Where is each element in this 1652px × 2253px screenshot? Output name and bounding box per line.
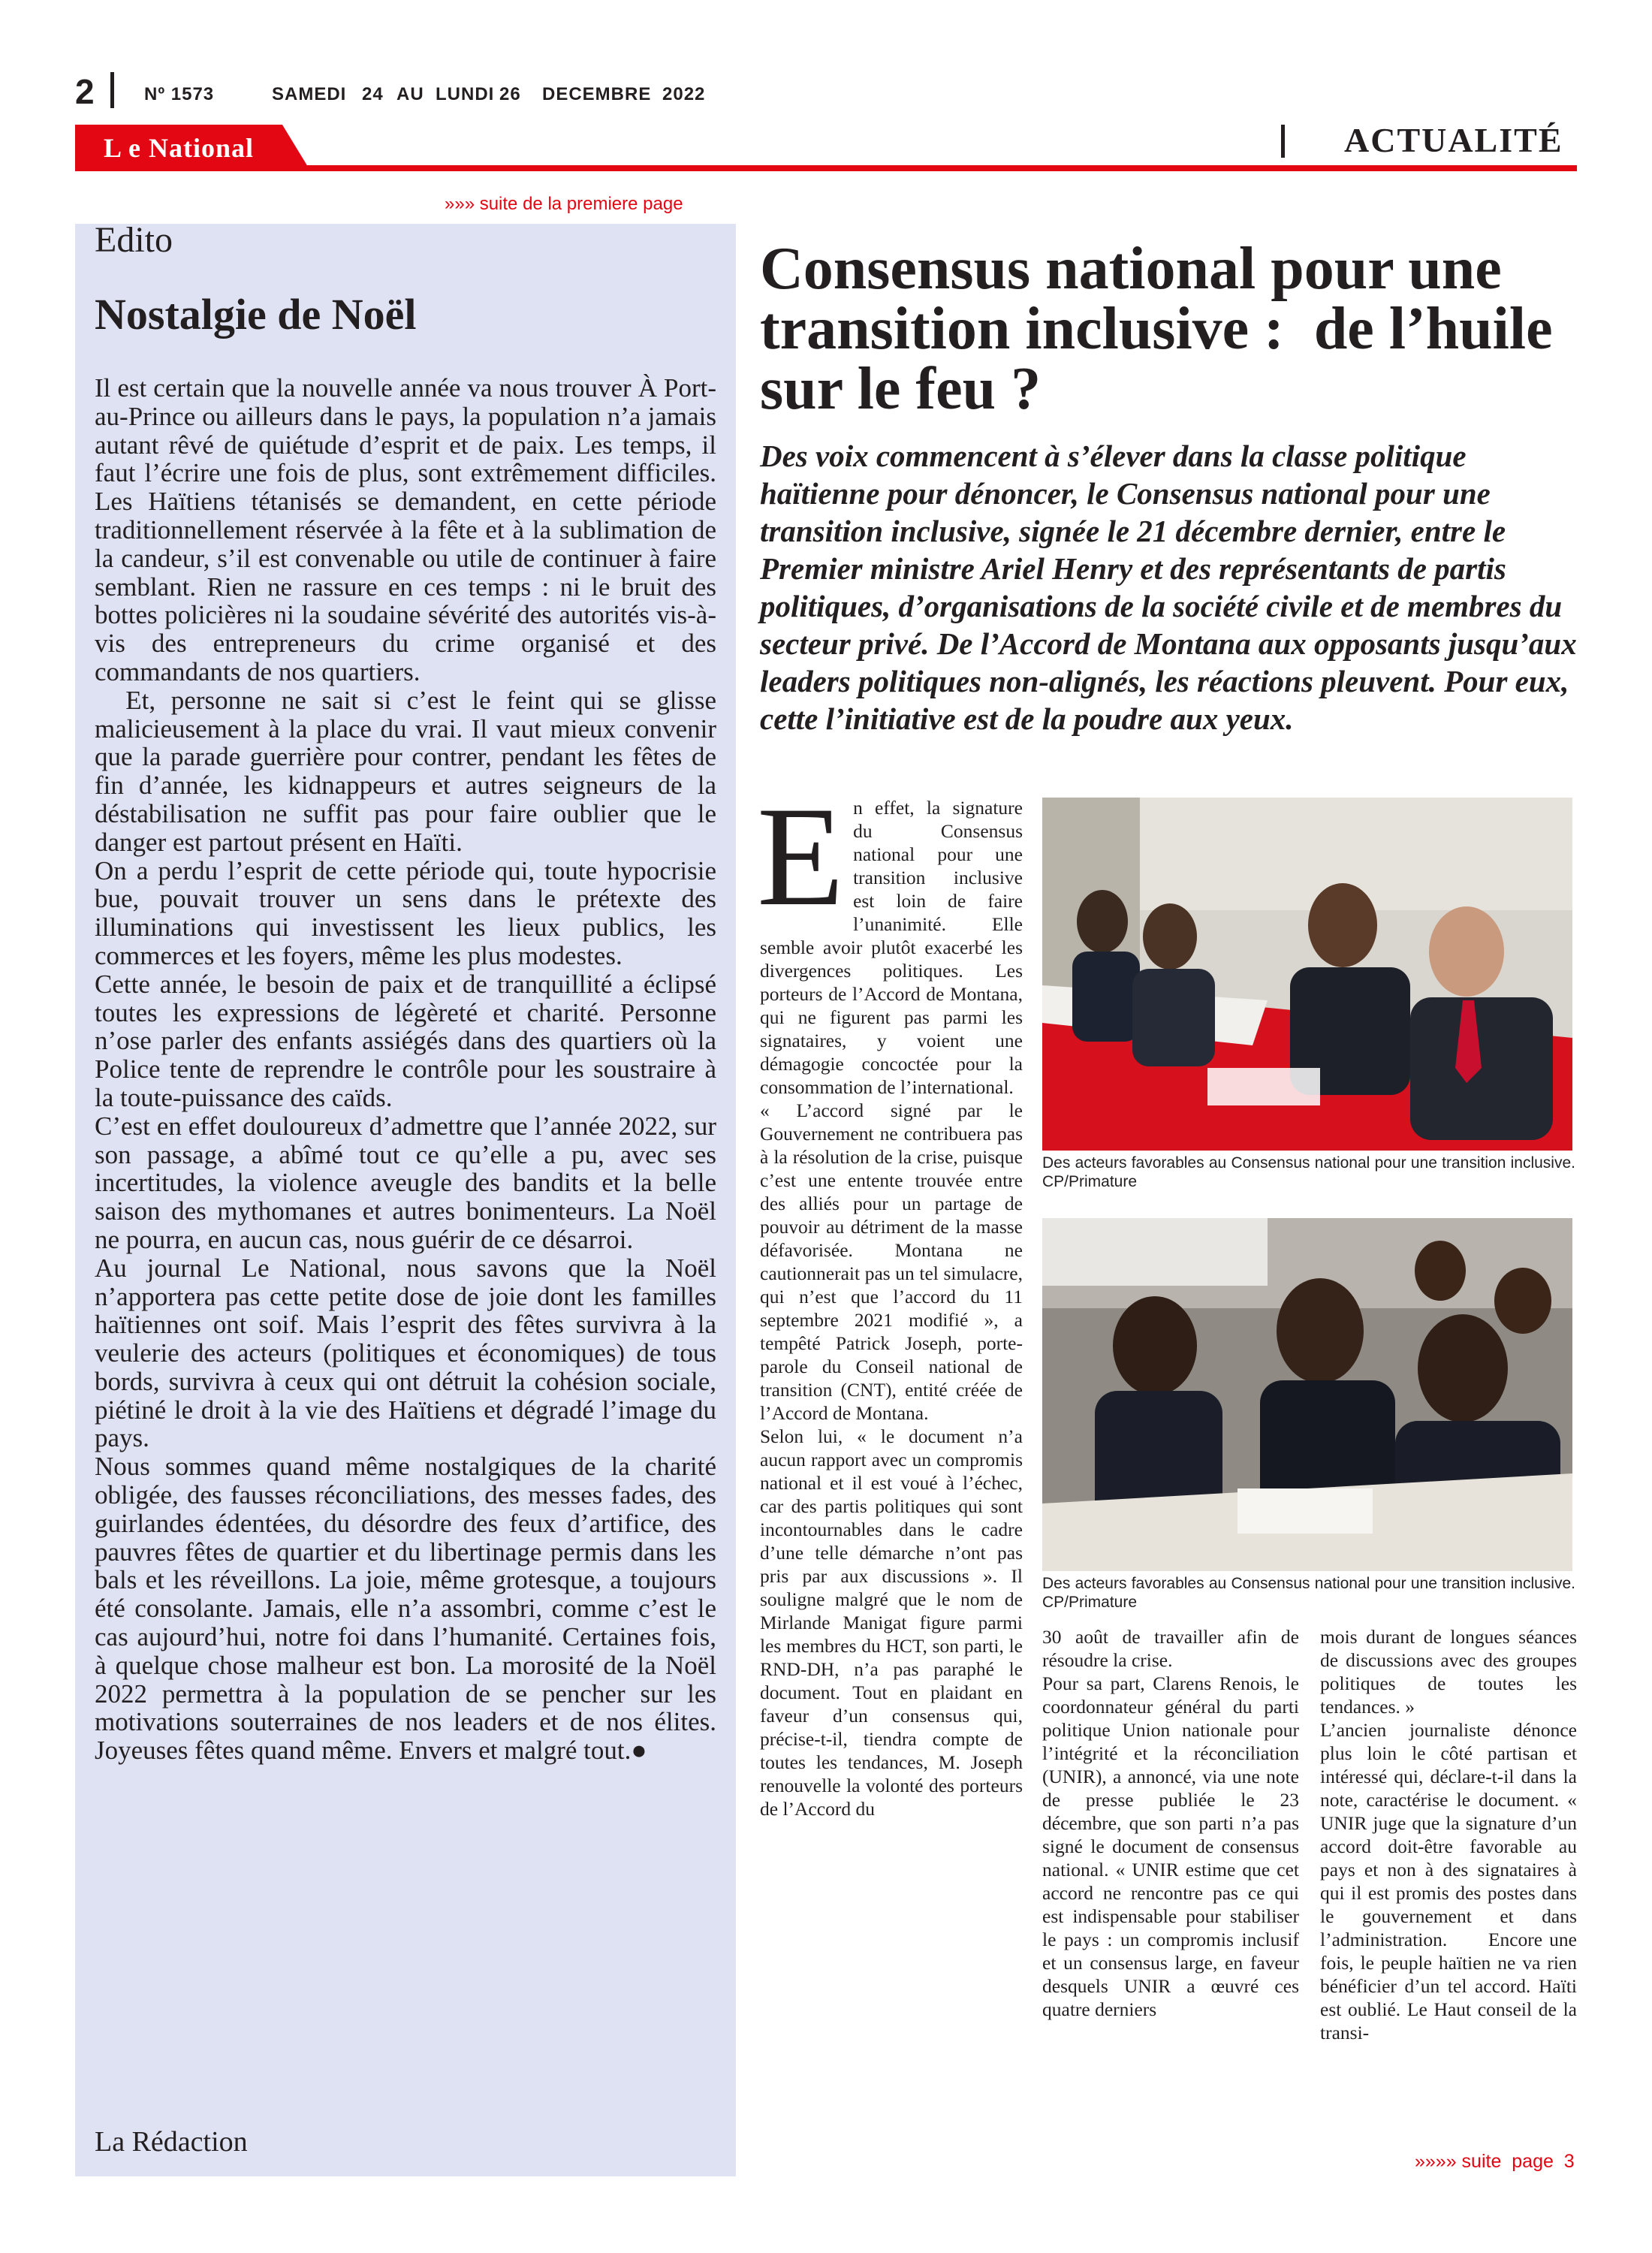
article-paragraph: Selon lui, « le document n’a aucun rapport avec un compromis national et il est voué à l’échec, car des partis politiques qui sont incontournables dans le cadre d’une telle démarche n’ont pas pris par aux discussions ». Il souligne malgré que le nom de Mirlande Manigat figure parmi les membres du HCT, son parti, le RND-DH, n’a pas paraphé le document. Tout en plaidant en faveur d’un consensus qui, précise-t-il, tiendra compte de toutes les tendances, M. Joseph renouvelle la volonté des porteurs de l’Accord du xyxy=(760,1425,1023,1820)
continued-on-page-link[interactable]: »»»» suite page 3 xyxy=(1415,2151,1575,2172)
article-deck: Des voix commencent à s’élever dans la classe politique haïtienne pour dénoncer, le Consensus national pour une transition inclusive, signée le 21 décembre dernier, entre le Premier ministre Ariel Henry et des représentants de partis politiques, d’organisations de la société civile et de membres du secteur privé. De l’Accord de Montana aux opposants jusqu’aux leaders politiques non-alignés, les réactions pleuvent. Pour eux, cette l’initiative est de la poudre aux yeux. xyxy=(760,439,1577,736)
edito-paragraph: Cette année, le besoin de paix et de tranquillité a éclipsé toutes les expressions de légèreté et charité. Personne n’ose parler des enfants assiégés dans des quartiers où la Police tente de reprendre le contrôle pour les soustraire à la toute-puissance des caïds. xyxy=(95,969,716,1112)
edito-paragraph: Nous sommes quand même nostalgiques de la charité obligée, des fausses réconciliations, des messes fades, des guirlandes édentées, du désordre des feux d’artifice, des pauvres fêtes de quartier et du libertinage permis dans les bals et les réveillons. La joie, même grotesque, a toujours été consolante. Jamais, elle n’a assombri, comme c’est le cas aujourd’hui, notre foi dans l’humanité. Certaines fois, à quelque chose malheur est bon. La morosité de la Noël 2022 permettra à la population de se pencher sur les motivations souterraines de nos leaders et de nos élites. Joyeuses fêtes quand même. Envers et malgré tout.● xyxy=(95,1452,716,1766)
section-divider xyxy=(1281,125,1285,158)
photo-officials-at-table xyxy=(1042,798,1572,1151)
photo-officials-signing xyxy=(1042,1218,1572,1571)
article-headline: Consensus national pour une transition inclusive : de l’huile sur le feu ? xyxy=(760,236,1553,422)
date-month: DECEMBRE xyxy=(542,84,652,104)
issue-number: Nº 1573 xyxy=(144,84,215,104)
edito-signature: La Rédaction xyxy=(95,2126,248,2158)
edito-paragraph: Au journal Le National, nous savons que la Noël n’apportera pas cette petite dose de joie dont les familles haïtiennes ont soif. Mais l’esprit des fêtes survivra à la veulerie des acteurs (politiques et économiques) de tous bords, survivra à ceux qui ont détruit la cohésion sociale, piétiné le droit à la vie des Haïtiens et dégradé l’image du pays. xyxy=(95,1253,716,1453)
date-weekday-end: LUNDI xyxy=(436,84,495,104)
article-paragraph: L’ancien journaliste dénonce plus loin le côté partisan et intéressé qui, déclare-t-il dans la note, caractérise le document. « UNIR juge que la signature d’un accord doit-être favorable au pays et non à des signataires à qui il est promis des postes dans le gouvernement et dans l’administration. Encore une fois, le peuple haïtien ne va rien bénéficier d’un tel accord. Haïti est oublié. Le Haut conseil de la transi- xyxy=(1320,1719,1577,2043)
article-paragraph: mois durant de longues séances de discussions avec des groupes politiques de toutes les tendances. » xyxy=(1320,1626,1577,1718)
article-column-3 xyxy=(1320,1625,1577,2044)
article-column-2 xyxy=(1042,1625,1299,2021)
edito-paragraph: Et, personne ne sait si c’est le feint qui se glisse malicieusement à la place du vrai. Il vaut mieux convenir que la parade guerrière pour contrer, pendant les fêtes de fin d’année, les kidnappeurs et autres seigneurs de la déstabilisation ne suffit pas pour faire oublier que le danger est partout présent en Haïti. xyxy=(95,685,716,857)
edito-kicker: Edito xyxy=(95,220,173,260)
drop-cap: E xyxy=(757,778,845,936)
header-rule xyxy=(75,165,1577,171)
date-year: 2022 xyxy=(662,84,706,104)
edito-paragraph: On a perdu l’esprit de cette période qui, toute hypocrisie bue, pouvait trouver un sens dans le prétexte des illuminations qui investissent les lieux publics, les commerces et les foyers, même les plus modestes. xyxy=(95,855,716,970)
page-number: 2 xyxy=(75,72,95,111)
edito-body xyxy=(95,374,716,1765)
article-paragraph: 30 août de travailler afin de résoudre la crise. xyxy=(1042,1626,1299,1671)
edito-paragraph: C’est en effet douloureux d’admettre que l’année 2022, sur son passage, a abîmé tout ce qu’elle a pu, avec ses incertitudes, la violence aveugle des bandits et la belle saison des mythomanes et autres bonimenteurs. La Noël ne pourra, en aucun cas, nous guérir de ce désarroi. xyxy=(95,1111,716,1254)
date-weekday-start: SAMEDI xyxy=(272,84,347,104)
photo-caption: Des acteurs favorables au Consensus national pour une transition inclusive. CP/Primature xyxy=(1042,1154,1575,1190)
photo-caption: Des acteurs favorables au Consensus national pour une transition inclusive. CP/Primature xyxy=(1042,1575,1575,1611)
date-day-end: 26 xyxy=(499,84,521,104)
article-column-1 xyxy=(757,778,1023,1820)
date-connector: AU xyxy=(396,84,424,104)
article-paragraph: Pour sa part, Clarens Renois, le coordonnateur général du parti politique Union nationale pour l’intégrité et la réconciliation (UNIR), a annoncé, via une note de presse publiée le 23 décembre, que son parti n’a pas signé le document de consensus national. « UNIR estime que cet accord ne rencontre pas ce qui est indispensable pour stabiliser le pays : un compromis inclusif et un consensus large, en faveur desquels UNIR a œuvré ces quatre derniers xyxy=(1042,1672,1299,2020)
edito-paragraph: Il est certain que la nouvelle année va nous trouver À Port-au-Prince ou ailleurs dans le pays, la population n’a jamais autant rêvé de quiétude d’esprit et de paix. Les temps, il faut l’écrire une fois de plus, sont extrêmement difficiles. Les Haïtiens tétanisés se demandent, en cette période traditionnellement réservée à la fête et à la sublimation de la candeur, s’il est convenable ou utile de continuer à faire semblant. Rien ne rassure en ces temps : ni le bruit des bottes policières ni la soudaine sévérité des autorités vis-à-vis des entrepreneurs du crime organisé et des commandants de nos quartiers. xyxy=(95,373,716,686)
continued-note: »»» suite de la premiere page xyxy=(445,194,683,214)
article-paragraph: « L’accord signé par le Gouvernement ne contribuera pas à la résolution de la crise, puisque c’est une entente trouvée entre des alliés pour un partage de pouvoir au détriment de la masse défavorisée. Montana ne cautionnerait pas un tel simulacre, qui n’est que l’accord du 11 septembre 2021 modifié », a tempêté Patrick Joseph, porte-parole du Conseil national de transition (CNT), entité créée de l’Accord de Montana. xyxy=(760,1099,1023,1424)
date-day-start: 24 xyxy=(362,84,384,104)
article-lead: n effet, la signature du Consensus national pour une transition inclusive est loin de faire l’unanimité. Elle semble avoir plutôt exacerbé les divergences politiques. Les porteurs de l’Accord de Montana, qui ne figurent pas parmi les signataires, y voient une démagogie concoctée pour la consommation de l’international. xyxy=(760,797,1023,1098)
brand-name: L e National xyxy=(104,133,255,163)
section-title: ACTUALITÉ xyxy=(1344,121,1563,159)
page-number-divider xyxy=(110,72,114,108)
edito-title: Nostalgie de Noël xyxy=(95,290,417,339)
